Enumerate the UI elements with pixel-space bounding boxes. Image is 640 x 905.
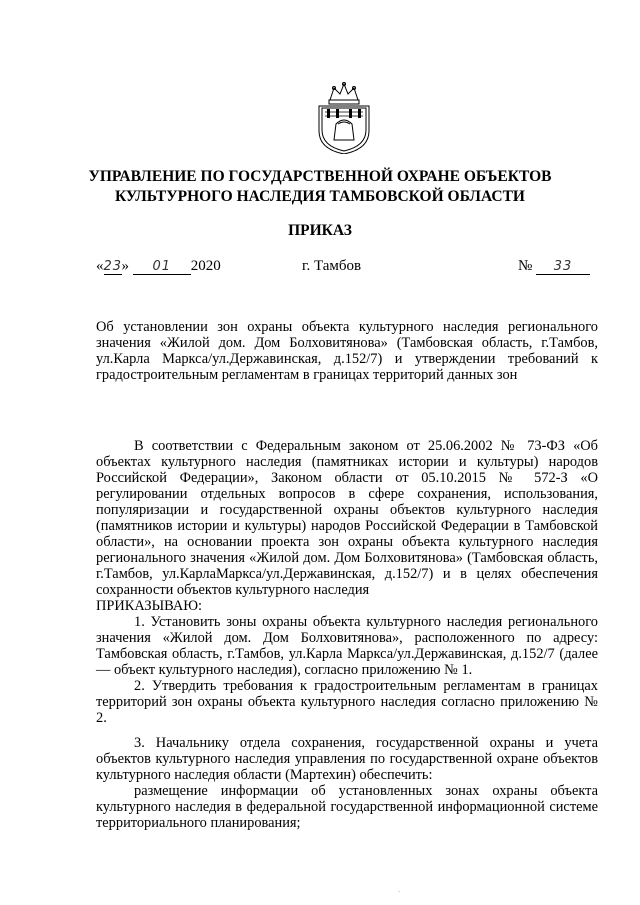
order-word: ПРИКАЗЫВАЮ: (96, 598, 203, 614)
document-number (518, 258, 590, 275)
document-type-title: ПРИКАЗ (288, 222, 352, 239)
org-line-1: УПРАВЛЕНИЕ ПО ГОСУДАРСТВЕННОЙ ОХРАНЕ ОБЪЕКТОВ (88, 168, 552, 185)
order-item-2: 2. Утвердить требования к градостроительным регламентам в границах территорий зон охраны объекта культурного наследия согласно приложению № 2. (96, 678, 598, 726)
order-item-3: 3. Начальнику отдела сохранения, государственной охраны и учета объектов культурного наследия управления по государственной охране объектов культурного наследия области (Мартехин) обеспечить: (96, 735, 598, 783)
document-subject: Об установлении зон охраны объекта культурного наследия регионального значения «Жилой дом. Дом Болховитянова» (Тамбовская область, г.Тамбов, ул.Карла Маркса/ул.Державинская, д.152/7) и утверждении требований к градостроительным регламентам в границах территорий данных зон (96, 319, 598, 383)
number-label: № (518, 258, 533, 274)
preamble-paragraph: В соответствии с Федеральным законом от 25.06.2002 № 73-ФЗ «Об объектах культурного наследия (памятниках истории и культуры) народов Российской Федерации», Законом области от 05.10.2015 № 572-З «О регулировании отдельных вопросов в сфере сохранения, использования, популяризации и государственной охраны объектов культурного наследия (памятников истории и культуры) народов Российской Федерации в Тамбовской области», на основании проекта зон охраны объекта культурного наследия регионального значения «Жилой дом. Дом Болховитянова» (Тамбовская область, г.Тамбов, ул.КарлаМаркса/ул.Державинская, д.152/7) и в целях обеспечения сохранности объектов культурного наследия (96, 438, 598, 598)
date-day: 23 (103, 259, 123, 274)
date-year: 2020 (190, 258, 221, 274)
document-city: г. Тамбов (302, 258, 362, 274)
organization-name (60, 167, 580, 207)
coat-of-arms-icon (316, 80, 372, 154)
document-body (96, 438, 598, 831)
org-line-2: КУЛЬТУРНОГО НАСЛЕДИЯ ТАМБОВСКОЙ ОБЛАСТИ (115, 188, 525, 205)
number-value: 33 (536, 260, 590, 275)
order-item-1: 1. Установить зоны охраны объекта культурного наследия регионального значения «Жилой дом. Дом Болховитянова», расположенного по адресу: Тамбовская область, г.Тамбов, ул.Карла Маркса/ул.Державинская, д.152/7 (далее — объект культурного наследия), согласно приложению № 1. (96, 614, 598, 678)
document-date: «23» 01 2020 (96, 258, 221, 274)
date-month: 01 (133, 260, 191, 275)
scan-speck: . (398, 885, 400, 894)
order-item-3-subitem: размещение информации об установленных зонах охраны объекта культурного наследия в федеральной государственной информационной системе территориального планирования; (96, 783, 598, 831)
